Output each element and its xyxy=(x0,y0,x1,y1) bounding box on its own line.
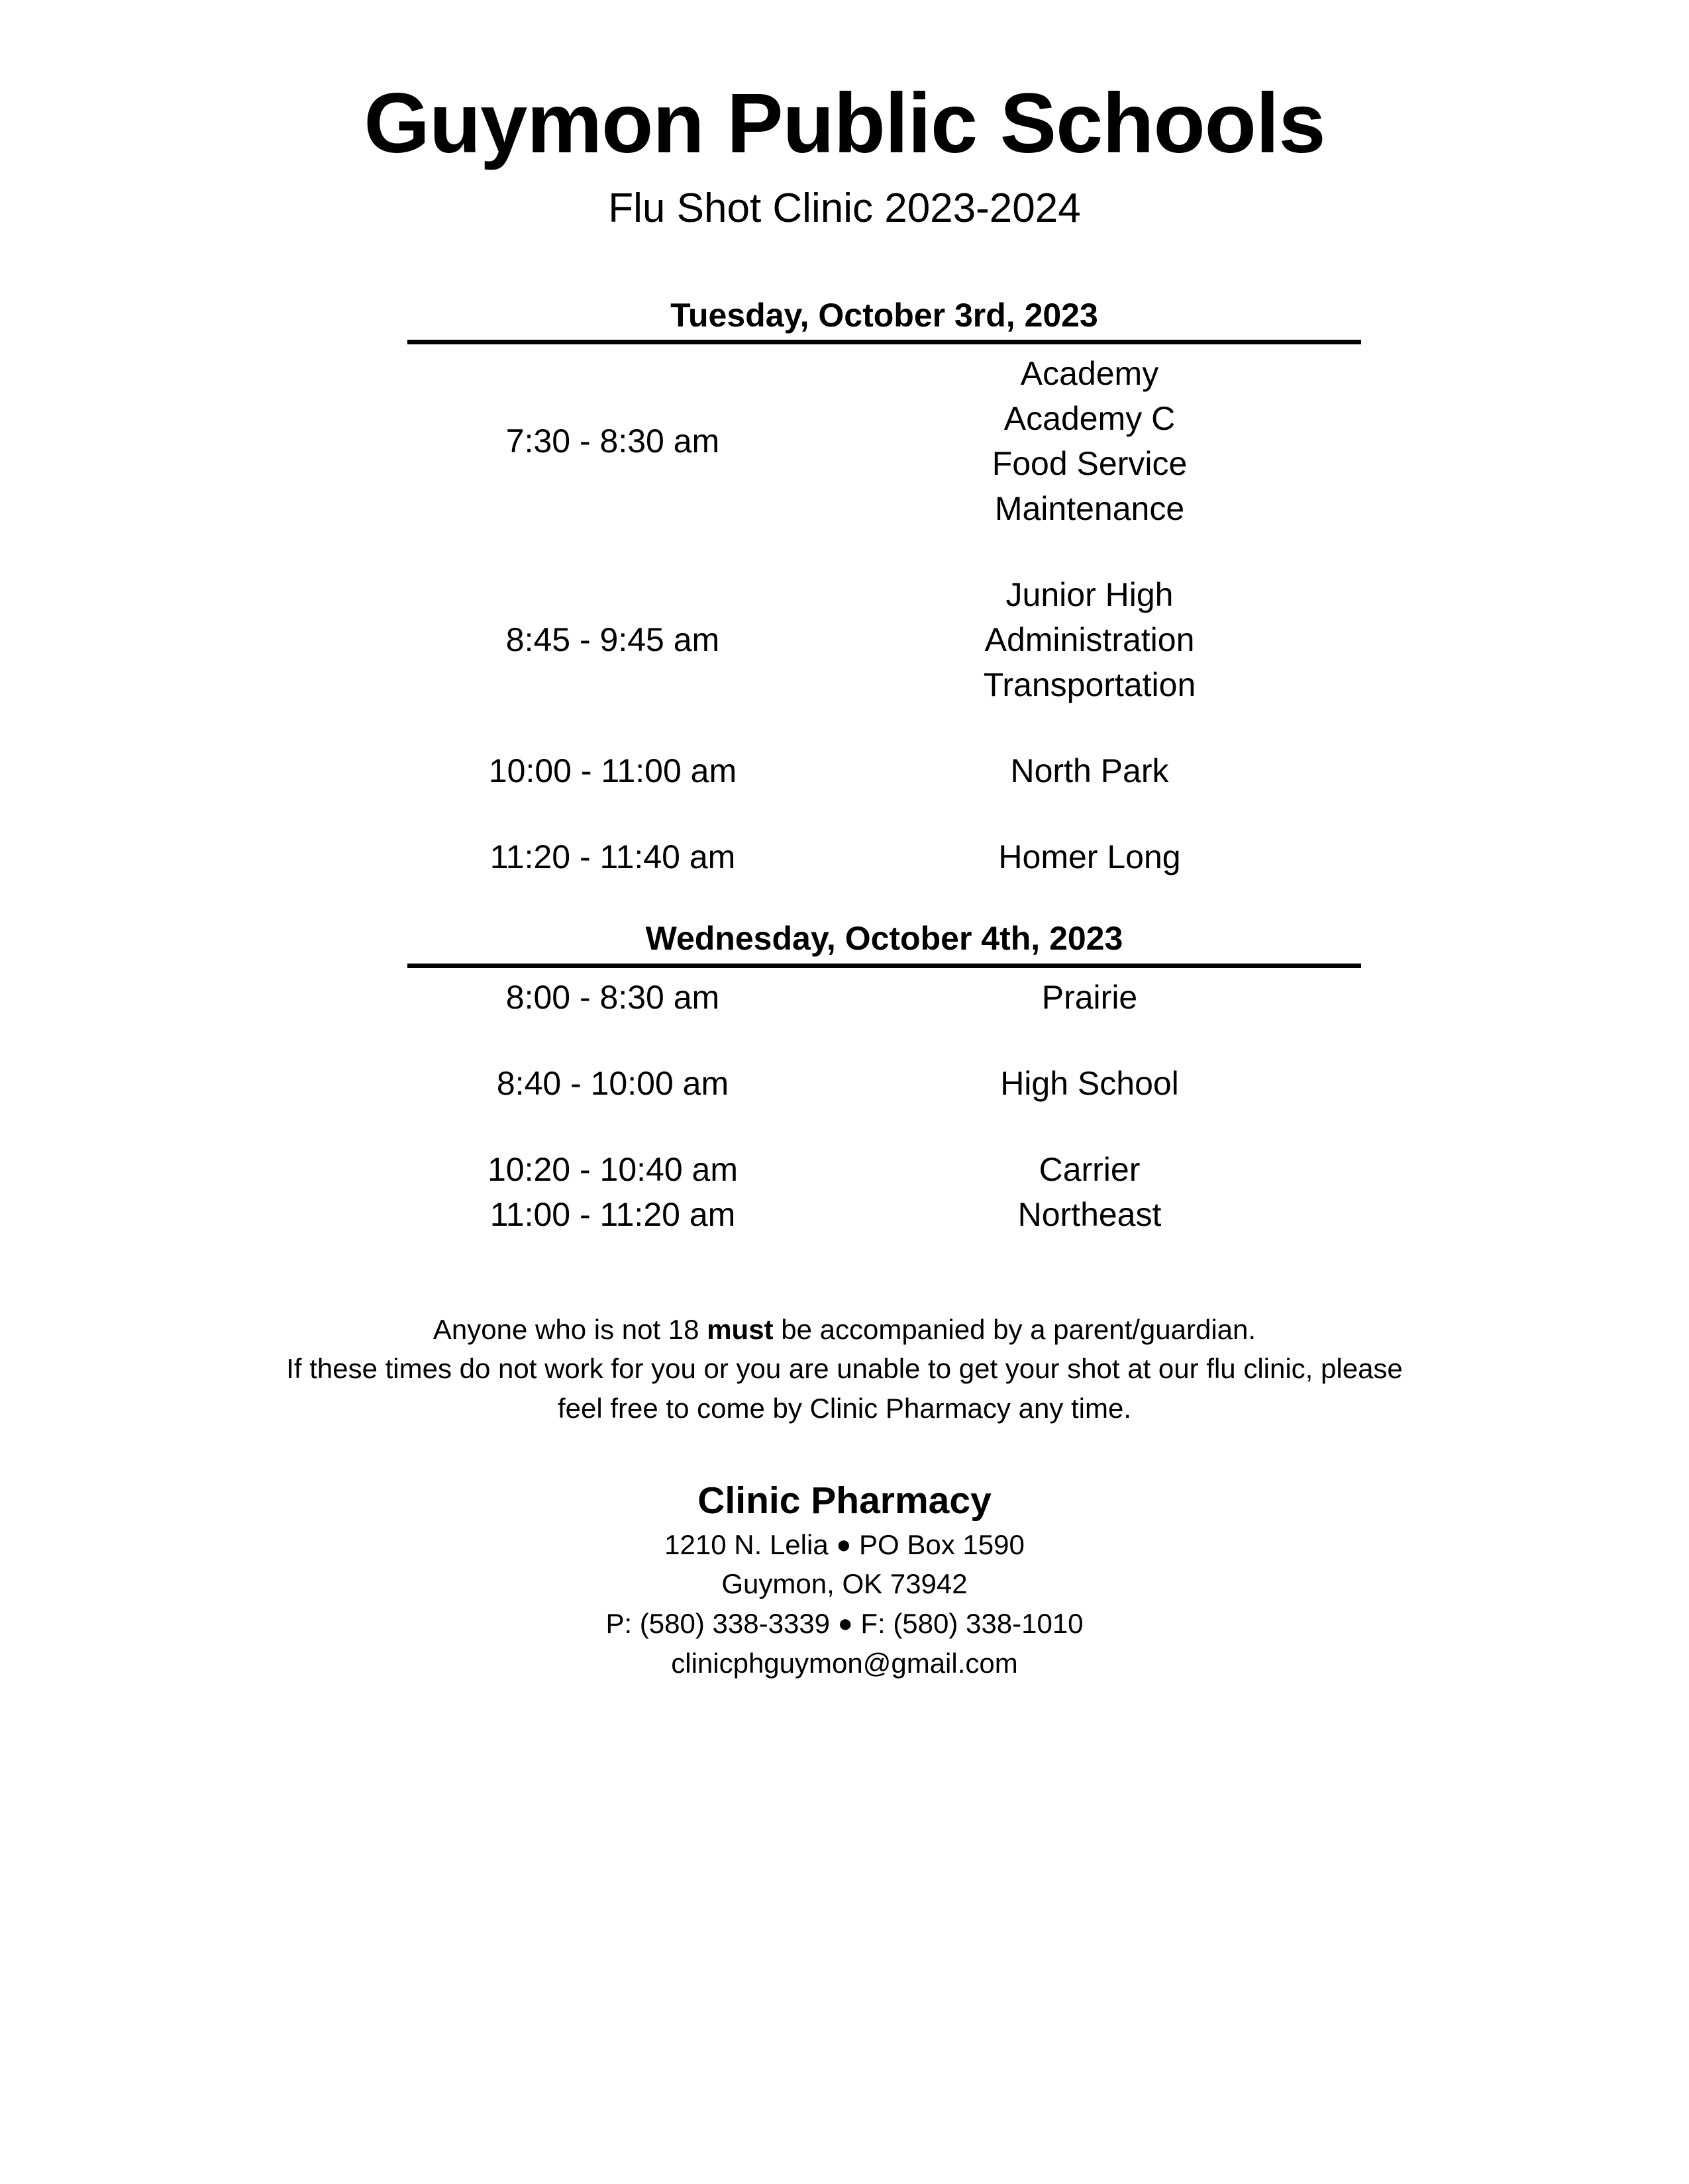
table-row xyxy=(407,572,1361,707)
row-locations xyxy=(818,1192,1361,1237)
pharmacy-phone-line xyxy=(0,1604,1689,1644)
schedule-container xyxy=(407,234,1361,1237)
row-time: 10:00 - 11:00 am xyxy=(488,752,737,790)
pharmacy-contact-block xyxy=(0,1428,1689,1683)
location-item: Northeast xyxy=(1017,1195,1162,1233)
day-divider-wednesday xyxy=(407,964,1361,968)
note-text-emphasis: must xyxy=(707,1313,774,1345)
location-item: North Park xyxy=(1010,752,1169,790)
row-time: 11:20 - 11:40 am xyxy=(489,838,736,876)
location-item: Transportation xyxy=(983,666,1196,704)
row-locations xyxy=(818,572,1361,707)
pharmacy-address-line-1 xyxy=(0,1525,1689,1565)
page-header xyxy=(0,0,1689,234)
table-row xyxy=(407,1061,1361,1106)
row-time: 11:00 - 11:20 am xyxy=(489,1195,736,1233)
row-spacer xyxy=(407,1020,1361,1061)
day-block-wednesday xyxy=(407,918,1361,1237)
row-locations xyxy=(818,834,1361,879)
notes-block xyxy=(265,1237,1424,1428)
table-row xyxy=(407,1147,1361,1192)
row-locations xyxy=(818,351,1361,531)
row-time: 8:45 - 9:45 am xyxy=(505,621,720,659)
table-row xyxy=(407,351,1361,531)
bullet-icon: ● xyxy=(836,1530,852,1559)
location-item: Carrier xyxy=(1039,1150,1141,1188)
pharmacy-address-line-2: Guymon, OK 73942 xyxy=(721,1568,968,1600)
note-line-alternate-2: feel free to come by Clinic Pharmacy any time. xyxy=(557,1393,1131,1424)
schedule-table-tuesday xyxy=(407,351,1361,879)
row-spacer xyxy=(407,793,1361,834)
phone-number: P: (580) 338-3339 xyxy=(605,1608,831,1639)
location-item: Food Service xyxy=(992,445,1188,483)
page-subtitle: Flu Shot Clinic 2023-2024 xyxy=(608,185,1081,232)
day-block-tuesday xyxy=(407,295,1361,880)
row-spacer xyxy=(407,1106,1361,1147)
row-time: 8:40 - 10:00 am xyxy=(496,1064,729,1102)
row-time: 7:30 - 8:30 am xyxy=(505,422,720,460)
street-address: 1210 N. Lelia xyxy=(664,1528,829,1560)
note-text-part2: be accompanied by a parent/guardian. xyxy=(773,1313,1256,1345)
note-text-part1: Anyone who is not 18 xyxy=(433,1313,707,1345)
note-line-alternate-1: If these times do not work for you or you are unable to get your shot at our flu clinic, please xyxy=(286,1353,1403,1385)
row-spacer xyxy=(407,531,1361,572)
table-row xyxy=(407,975,1361,1020)
location-item: Academy C xyxy=(1003,400,1176,438)
table-row xyxy=(407,1192,1361,1237)
location-item: Homer Long xyxy=(998,838,1181,876)
location-item: Maintenance xyxy=(994,490,1185,528)
table-row xyxy=(407,834,1361,879)
location-item: Prairie xyxy=(1041,978,1138,1016)
day-heading-wednesday: Wednesday, October 4th, 2023 xyxy=(645,920,1123,958)
bullet-icon: ● xyxy=(837,1610,853,1638)
row-locations xyxy=(818,748,1361,793)
page-title: Guymon Public Schools xyxy=(364,76,1325,171)
pharmacy-email: clinicphguymon@gmail.com xyxy=(671,1647,1018,1679)
location-item: Junior High xyxy=(1005,576,1174,614)
location-item: Administration xyxy=(984,621,1195,659)
section-spacer xyxy=(407,879,1361,918)
location-item: Academy xyxy=(1020,355,1159,393)
day-divider-tuesday xyxy=(407,340,1361,344)
row-spacer xyxy=(407,707,1361,748)
pharmacy-name: Clinic Pharmacy xyxy=(697,1479,992,1522)
day-heading-tuesday: Tuesday, October 3rd, 2023 xyxy=(670,296,1098,334)
row-time: 8:00 - 8:30 am xyxy=(505,978,720,1016)
row-locations xyxy=(818,975,1361,1020)
row-time: 10:20 - 10:40 am xyxy=(487,1150,739,1188)
table-row xyxy=(407,748,1361,793)
fax-number: F: (580) 338-1010 xyxy=(860,1608,1084,1639)
schedule-table-wednesday xyxy=(407,975,1361,1237)
location-item: High School xyxy=(1000,1064,1179,1102)
note-line-guardian xyxy=(265,1310,1424,1350)
po-box: PO Box 1590 xyxy=(858,1528,1025,1560)
row-locations xyxy=(818,1061,1361,1106)
row-locations xyxy=(818,1147,1361,1192)
